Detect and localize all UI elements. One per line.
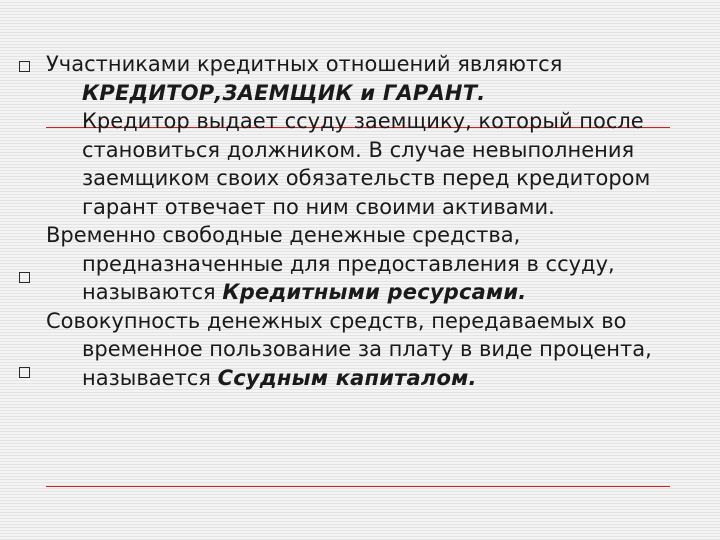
paragraph-text: Совокупность денежных средств, передаваемых во временное пользование за плату в виде процента, называется xyxy=(46,308,652,390)
square-bullet-icon xyxy=(19,61,30,72)
square-bullet-icon xyxy=(19,272,30,283)
slide-body xyxy=(46,50,676,392)
emphasis-text: Кредитными ресурсами. xyxy=(222,280,527,304)
paragraph-text: Временно свободные денежные средства, предназначенные для предоставления в ссуду, называются xyxy=(46,223,615,304)
emphasis-text: Ссудным капиталом. xyxy=(217,365,477,390)
paragraph-text: Участниками кредитных отношений являются xyxy=(46,52,563,76)
paragraph-creditor xyxy=(46,107,676,221)
square-bullet-icon xyxy=(19,367,30,378)
bottom-red-rule xyxy=(46,486,670,487)
emphasis-text: КРЕДИТОР,ЗАЕМЩИК и ГАРАНТ. xyxy=(82,80,486,105)
paragraph-credit-resources xyxy=(46,221,676,307)
paragraph-participants xyxy=(46,50,676,107)
paragraph-loan-capital xyxy=(46,307,676,393)
paragraph-text: Кредитор выдает ссуду заемщику, который после становиться должником. В случае невыполнения заемщиком своих обязательств перед кредитором гарант отвечает по ним своими активами. xyxy=(82,109,651,219)
